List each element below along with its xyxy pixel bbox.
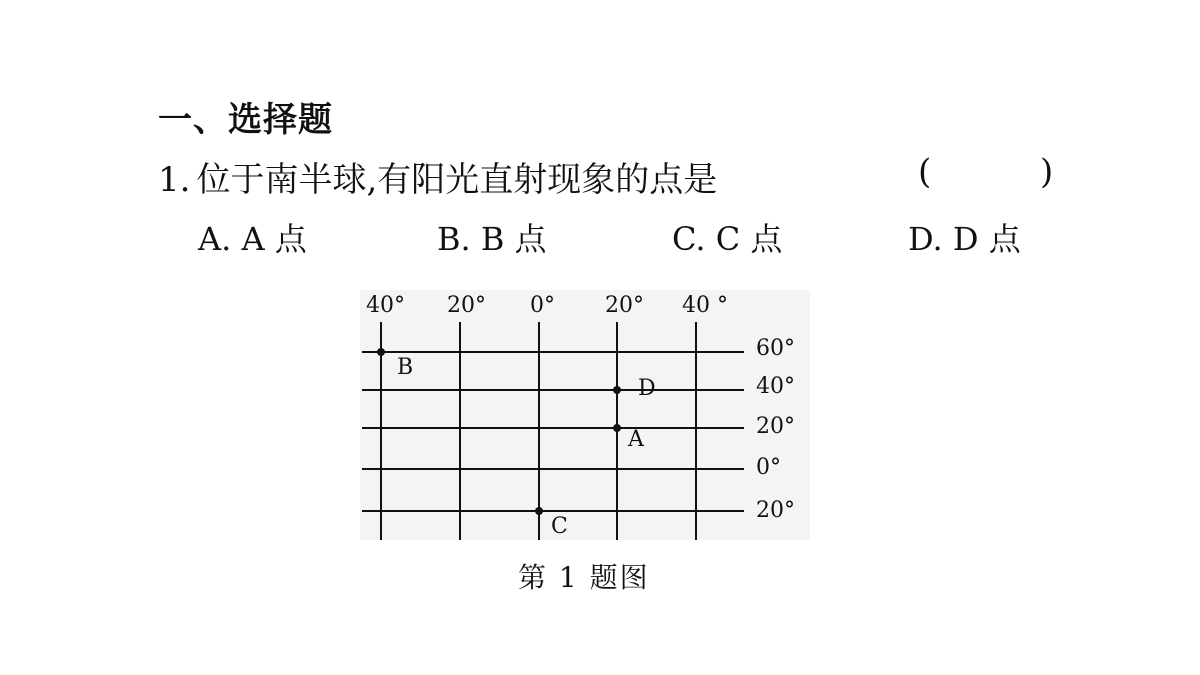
option-letter: C.: [672, 220, 706, 258]
answer-paren-open: (: [918, 152, 932, 192]
longitude-label: 20°: [447, 293, 486, 318]
option-text: A 点: [241, 220, 307, 258]
point-d-label: D: [638, 376, 656, 401]
latitude-label: 40°: [756, 374, 795, 399]
parallel-lines: [362, 352, 744, 511]
latitude-label: 60°: [756, 336, 795, 361]
option-text: D 点: [952, 220, 1021, 258]
figure-caption: 第 1 题图: [518, 561, 650, 594]
latitude-label: 20°: [756, 414, 795, 439]
answer-paren-close: ): [1040, 152, 1054, 192]
point-d-dot: [613, 386, 621, 394]
point-a-label: A: [628, 427, 644, 452]
longitude-label: 40 °: [682, 293, 728, 318]
longitude-label: 0°: [530, 293, 555, 318]
option-letter: D.: [908, 220, 943, 258]
point-a-dot: [613, 424, 621, 432]
longitude-label: 20°: [605, 293, 644, 318]
option-letter: B.: [437, 220, 471, 258]
point-c-label: C: [551, 514, 568, 539]
point-b-dot: [377, 348, 385, 356]
section-title: 一、选择题: [158, 100, 333, 140]
question-number: 1.: [158, 160, 191, 200]
point-c-dot: [535, 507, 543, 515]
option-text: B 点: [480, 220, 547, 258]
latitude-label: 0°: [756, 455, 781, 480]
question-text: 位于南半球,有阳光直射现象的点是: [196, 160, 718, 200]
point-b-label: B: [397, 355, 414, 380]
latitude-label: 20°: [756, 498, 795, 523]
option-letter: A.: [198, 220, 232, 258]
longitude-label: 40°: [366, 293, 405, 318]
option-text: C 点: [715, 220, 783, 258]
